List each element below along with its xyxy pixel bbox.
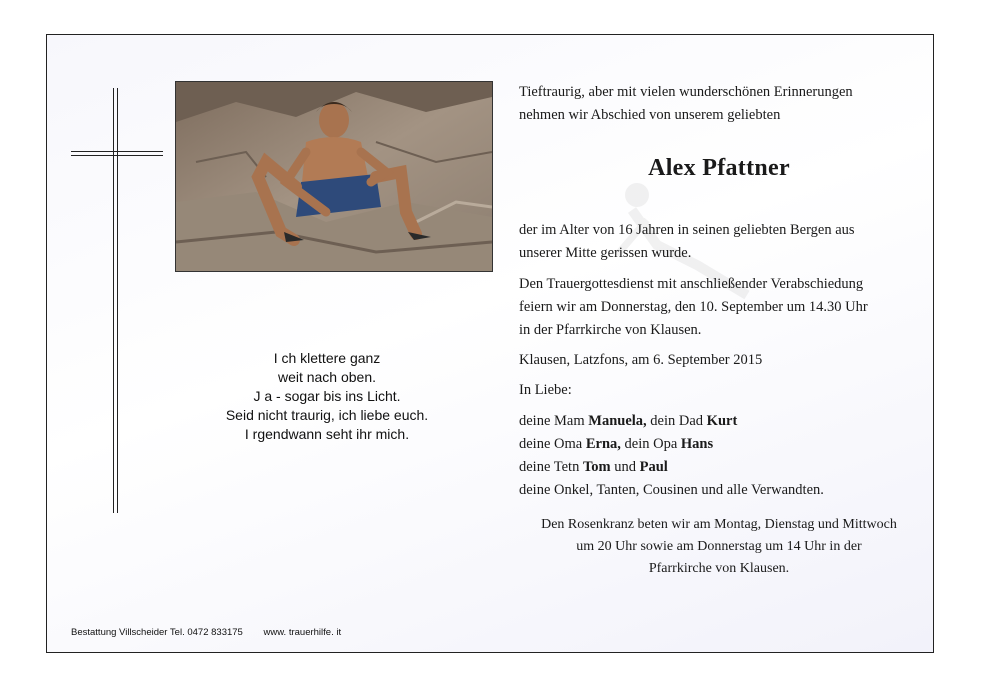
intro-line: nehmen wir Abschied von unserem geliebten bbox=[519, 107, 781, 123]
family-line bbox=[519, 456, 919, 479]
climber-photo-image bbox=[176, 82, 492, 271]
family-text: deine Tetn bbox=[519, 459, 583, 475]
service-line: in der Pfarrkirche von Klausen. bbox=[519, 322, 702, 338]
website-link[interactable]: www. trauerhilfe. it bbox=[263, 627, 342, 638]
rosary-notice bbox=[519, 514, 919, 580]
family-name: Tom bbox=[582, 459, 611, 475]
age-line: der im Alter von 16 Jahren in seinen geliebten Bergen aus bbox=[519, 222, 855, 238]
cross-horizontal-line bbox=[71, 155, 163, 156]
poem-line: I ch klettere ganz bbox=[273, 350, 381, 366]
poem-line: weit nach oben. bbox=[277, 369, 377, 385]
family-text: und bbox=[610, 459, 640, 475]
poem-line: I rgendwann seht ihr mich. bbox=[244, 426, 410, 442]
poem-line: J a - sogar bis ins Licht. bbox=[253, 388, 401, 404]
service-line: Den Trauergottesdienst mit anschließender Verabschiedung bbox=[519, 276, 864, 292]
family-text: dein Opa bbox=[620, 436, 681, 452]
funeral-home-contact: Bestattung Villscheider Tel. 0472 833175 bbox=[71, 627, 243, 638]
in-love-heading: In Liebe: bbox=[519, 382, 572, 398]
rosary-line: Den Rosenkranz beten wir am Montag, Dienstag und Mittwoch bbox=[541, 517, 897, 532]
deceased-name: Alex Pfattner bbox=[648, 155, 790, 181]
family-text: deine Mam bbox=[519, 413, 589, 429]
family-name: Paul bbox=[639, 459, 668, 475]
cross-horizontal-line bbox=[71, 151, 163, 152]
intro-line: Tieftraurig, aber mit vielen wunderschönen Erinnerungen bbox=[519, 84, 853, 100]
family-name: Kurt bbox=[706, 413, 738, 429]
rosary-line: Pfarrkirche von Klausen. bbox=[648, 561, 790, 576]
place-date: Klausen, Latzfons, am 6. September 2015 bbox=[519, 352, 763, 368]
family-name: Manuela, bbox=[588, 413, 647, 429]
footer bbox=[71, 627, 341, 638]
service-line: feiern wir am Donnerstag, den 10. September um 14.30 Uhr bbox=[519, 299, 868, 315]
family-name: Erna, bbox=[585, 436, 621, 452]
family-line bbox=[519, 410, 919, 433]
family-text: dein Dad bbox=[646, 413, 707, 429]
poem-line: Seid nicht traurig, ich liebe euch. bbox=[225, 407, 429, 423]
memorial-poem bbox=[167, 349, 487, 444]
death-notice-card bbox=[46, 34, 934, 653]
family-name: Hans bbox=[680, 436, 714, 452]
portrait-photo bbox=[175, 81, 493, 272]
family-text: deine Oma bbox=[519, 436, 586, 452]
family-line bbox=[519, 433, 919, 456]
age-line: unserer Mitte gerissen wurde. bbox=[519, 245, 692, 261]
rosary-line: um 20 Uhr sowie am Donnerstag um 14 Uhr in der bbox=[576, 539, 862, 554]
family-line: deine Onkel, Tanten, Cousinen und alle Verwandten. bbox=[519, 482, 824, 498]
